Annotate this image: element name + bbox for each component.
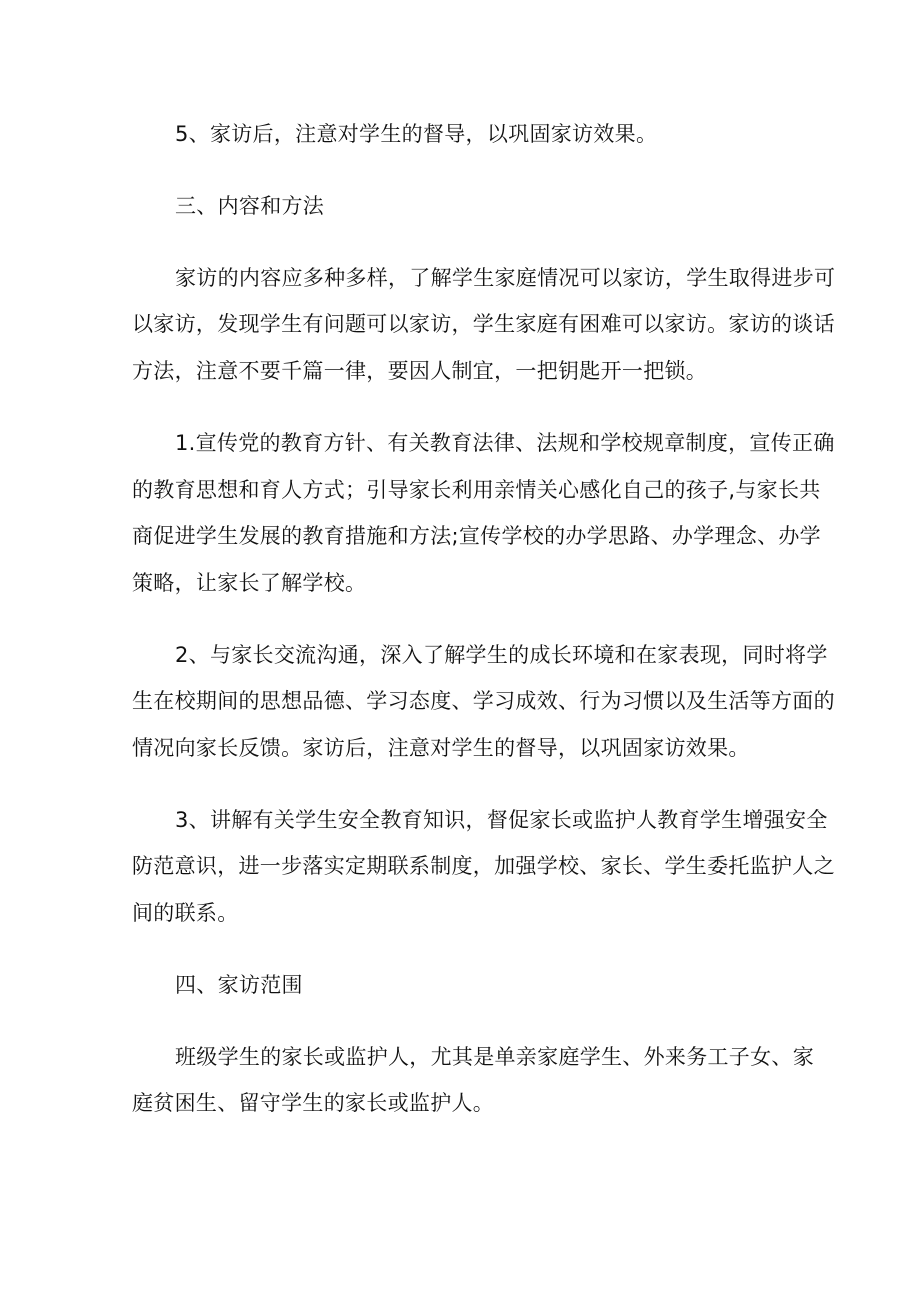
paragraph-line: 生在校期间的思想品德、学习态度、学习成效、行为习惯以及生活等方面的	[132, 689, 835, 713]
paragraph-line: 班级学生的家长或监护人，尤其是单亲家庭学生、外来务工子女、家	[175, 1045, 814, 1069]
paragraph-line: 以家访，发现学生有问题可以家访，学生家庭有困难可以家访。家访的谈话	[132, 312, 835, 336]
paragraph-line: 家访的内容应多种多样，了解学生家庭情况可以家访，学生取得进步可	[175, 266, 836, 290]
paragraph-line: 庭贫困生、留守学生的家长或监护人。	[132, 1091, 495, 1115]
paragraph-line: 的教育思想和育人方式；引导家长利用亲情关心感化自己的孩子,与家长共	[132, 478, 821, 502]
section-heading: 三、内容和方法	[175, 194, 325, 218]
paragraph-line: 防范意识，进一步落实定期联系制度，加强学校、家长、学生委托监护人之	[132, 854, 835, 878]
section-heading: 四、家访范围	[175, 973, 303, 997]
paragraph-line: 1.宣传党的教育方针、有关教育法律、法规和学校规章制度，宣传正确	[175, 431, 835, 455]
paragraph-line: 5、家访后，注意对学生的督导，以巩固家访效果。	[175, 122, 658, 146]
paragraph-line: 3、讲解有关学生安全教育知识，督促家长或监护人教育学生增强安全	[175, 808, 828, 832]
paragraph-line: 间的联系。	[132, 901, 239, 925]
paragraph-line: 方法，注意不要千篇一律，要因人制宜，一把钥匙开一把锁。	[132, 359, 708, 383]
paragraph-line: 商促进学生发展的教育措施和方法;宣传学校的办学思路、办学理念、办学	[132, 524, 821, 548]
paragraph-line: 策略，让家长了解学校。	[132, 571, 367, 595]
paragraph-line: 2、与家长交流沟通，深入了解学生的成长环境和在家表现，同时将学	[175, 643, 828, 667]
paragraph-line: 情况向家长反馈。家访后，注意对学生的督导，以巩固家访效果。	[132, 736, 750, 760]
